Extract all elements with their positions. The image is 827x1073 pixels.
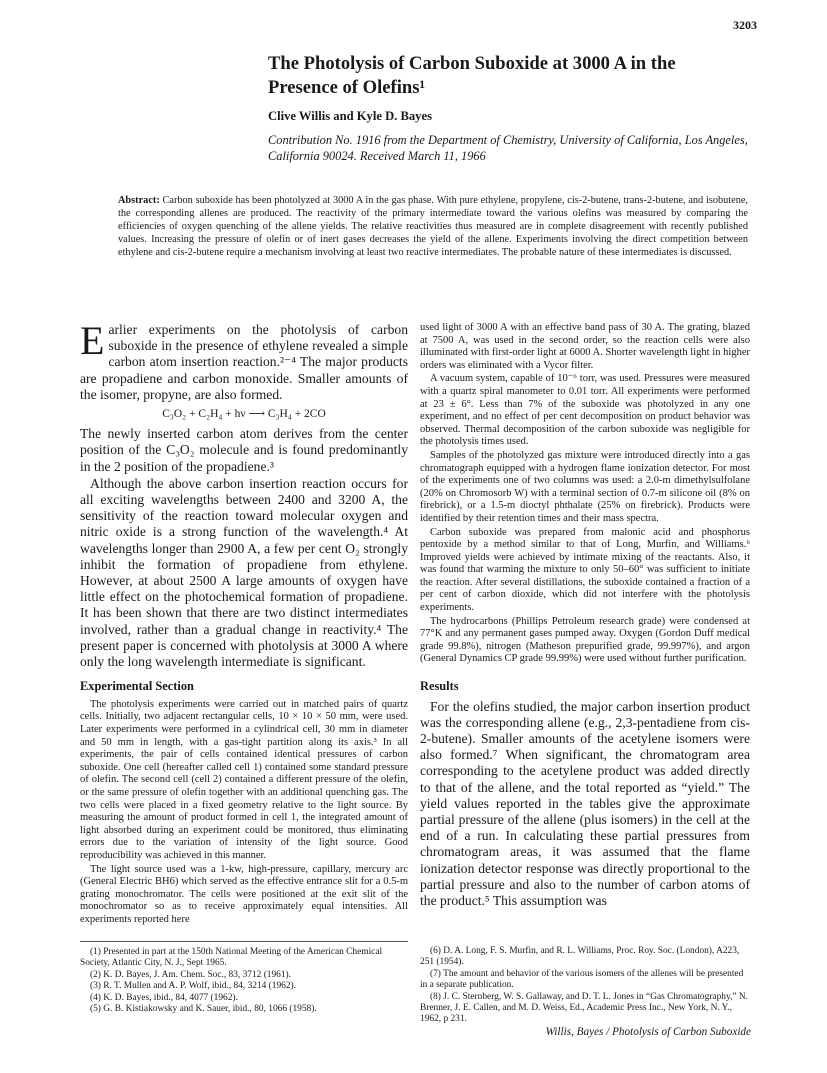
footnotes-left	[80, 941, 408, 1015]
left-column	[80, 318, 408, 928]
footnote: (5) G. B. Kistiakowsky and K. Sauer, ibid., 80, 1066 (1958).	[90, 1004, 317, 1015]
footnote: (1) Presented in part at the 150th National Meeting of the American Chemical Society, Atlantic City, N. J., Sept 1965.	[80, 947, 383, 969]
affiliation: Contribution No. 1916 from the Department of Chemistry, University of California, Los Angeles, California 90024. Received March 11, 1966	[268, 133, 748, 163]
intro-paragraph: The newly inserted carbon atom derives from the center position of the C₃O₂ molecule and is found predominantly in the 2 position of the propadiene.³	[80, 426, 408, 474]
introduction	[80, 318, 408, 670]
drop-cap: E	[80, 318, 105, 363]
author-line: Clive Willis and Kyle D. Bayes	[268, 109, 432, 123]
footnote: (3) R. T. Mullen and A. P. Wolf, ibid., 84, 3214 (1962).	[90, 981, 297, 992]
experimental-paragraph: A vacuum system, capable of 10⁻⁶ torr, was used. Pressures were measured with a quartz spiral manometer to 0.01 torr. All experiments were performed at 23 ± 6°. Less than 7% of the suboxide was photolyzed in any one experiment, and no effect of per cent decomposition on product behavior was observed. Thermal decomposition of the carbon suboxide was negligible for the photolysis times used.	[420, 373, 750, 448]
footnote: (7) The amount and behavior of the various isomers of the allenes will be presented in a separate publication.	[420, 968, 744, 991]
intro-paragraph	[80, 318, 408, 403]
abstract	[118, 195, 748, 260]
footnote: (2) K. D. Bayes, J. Am. Chem. Soc., 83, 3712 (1961).	[90, 969, 292, 980]
abstract-label: Abstract:	[118, 195, 160, 206]
footnotes-right	[420, 941, 750, 1026]
experimental-paragraph: The light source used was a 1-kw, high-pressure, capillary, mercury arc (General Electric BH6) which served as the effective entrance slit for a 0.5-m grating monochromator. The cells were positioned at the exit slit of the monochromator so as to receive approximately equal intensities. All experiments reported here	[80, 863, 408, 925]
footnote: (6) D. A. Long, F. S. Murfin, and R. L. Williams, Proc. Roy. Soc. (London), A223, 251 (1954).	[420, 946, 740, 968]
experimental-paragraph: used light of 3000 A with an effective band pass of 30 A. The grating, blazed at 7500 A, was used in the second order, so the reaction cells were also illuminated with first-order light at 6000 A. Shorter wavelength light in higher orders was eliminated with a Vycor filter.	[420, 322, 750, 371]
footnote: (4) K. D. Bayes, ibid., 84, 4077 (1962).	[90, 992, 238, 1003]
abstract-text: Carbon suboxide has been photolyzed at 3000 A in the gas phase. With pure ethylene, propylene, cis-2-butene, trans-2-butene, and isobutene, the corresponding allenes are produced. The reactivity of the primary intermediate toward the various olefins was measured by comparing the efficiencies of oxygen quenching of the allene yields. The relative reactivities thus measured are in complete disagreement with recently published values. Increasing the pressure of olefin or of inert gases decreases the yield of the allene. Experiments involving the direct competition between ethylene and cis-2-butene require a mechanism involving at least two reactive intermediates. The probable nature of these intermediates is discussed.	[118, 195, 748, 258]
article-title: The Photolysis of Carbon Suboxide at 3000 A in the Presence of Olefins¹	[268, 53, 676, 98]
experimental-paragraph: Carbon suboxide was prepared from malonic acid and phosphorus pentoxide by a method similar to that of Long, Murfin, and Williams.⁶ Improved yields were achieved by intimate mixing of the reactants. Also, it was found that warming the mixture to only 50–60° was sufficient to initiate the reaction. After several distillations, the suboxide contained a fraction of a per cent of carbon dioxide, which did not interfere with the photolysis experiments.	[420, 526, 750, 614]
right-column	[420, 322, 750, 910]
results-paragraph: For the olefins studied, the major carbon insertion product was the corresponding allene (e.g., 2,3-pentadiene from cis-2-butene). Smaller amounts of the acetylene isomers were also formed.⁷ When significant, the chromatogram area corresponding to the acetylene product was added directly to that of the allene, and the total reported as “yield.” The yield values reported in the tables give the approximate partial pressure of the allene (plus isomers) in the cell at the end of a run. In calculating these partial pressures from chromatogram areas, it was assumed that the flame ionization detector response was directly proportional to the partial pressure and also to the number of carbon atoms of the product.⁵ This assumption was	[420, 698, 750, 909]
footnote: (8) J. C. Sternberg, W. S. Gallaway, and D. T. L. Jones in “Gas Chromatography,” N. Brenner, J. E. Callen, and M. D. Weiss, Ed., Academic Press Inc., New York, N. Y., 1962, p 231.	[420, 991, 748, 1025]
experimental-paragraph: Samples of the photolyzed gas mixture were introduced directly into a gas chromatograph equipped with a hydrogen flame ionization detector. For most of the experiments one of two columns was used: a 2.0-m dimethylsulfolane (20% on Chromosorb W) with a terminal section of 0.7-m silicone oil (8% on firebrick), or a 1.5-m dioctyl phthalate (25% on firebrick). Products were identified by their retention times and their mass spectra.	[420, 449, 750, 524]
section-heading-experimental: Experimental Section	[80, 679, 194, 694]
experimental-paragraph: The photolysis experiments were carried out in matched pairs of quartz cells. Initially, two adjacent rectangular cells, 10 × 10 × 50 mm, were used. Later experiments were performed in a cylindrical cell, 30 mm in diameter and 50 mm in length, with a gas-tight partition along its axis.³ In all experiments, the pair of cells contained identical pressures of carbon suboxide. One cell (hereafter called cell 1) contained some standard pressure of olefin. The second cell (cell 2) contained a different pressure of the olefin, or the same pressure of olefin together with an additional quenching gas. The two cells were placed in a fixed geometry relative to the light source. By measuring the amount of product formed in cell 1, the integrated amount of light absorbed during an experiment could be monitored, thus eliminating errors due to the variation of intensity of the light source. Good reproducibility was achieved in this manner.	[80, 698, 408, 861]
intro-paragraph: Although the above carbon insertion reaction occurs for all exciting wavelengths between 2400 and 3200 A, the sensitivity of the reaction toward molecular oxygen and nitric oxide is a strong function of the wavelength.⁴ At wavelengths longer than 2900 A, a few per cent O₂ strongly inhibit the formation of propadiene from ethylene. However, at about 2500 A large amounts of oxygen have little effect on the photochemical formation of propadiene. It has been shown that there are two distinct intermediates involved, rather than a gradual change in reactivity.⁴ The present paper is concerned with photolysis at 3000 A where only the long wavelength intermediate is significant.	[80, 475, 408, 670]
experimental-paragraph: The hydrocarbons (Phillips Petroleum research grade) were condensed at 77°K and any permanent gases pumped away. Oxygen (Gordon Duff medical grade 99.8%), nitrogen (Matheson prepurified grade, 99.997%), and argon (General Dynamics CP grade 99.99%) were used without further purification.	[420, 615, 750, 665]
page-number: 3203	[733, 18, 757, 32]
reaction-equation: C₃O₂ + C₂H₄ + hν ⟶ C₃H₄ + 2CO	[162, 408, 326, 421]
section-heading-results: Results	[420, 679, 459, 694]
intro-text: arlier experiments on the photolysis of carbon suboxide in the presence of ethylene revealed a simple carbon atom insertion reaction.²⁻⁴ The major products are propadiene and carbon monoxide. Smaller amounts of the isomer, propyne, are also formed.	[80, 322, 408, 402]
running-footer: Willis, Bayes / Photolysis of Carbon Suboxide	[545, 1026, 751, 1038]
